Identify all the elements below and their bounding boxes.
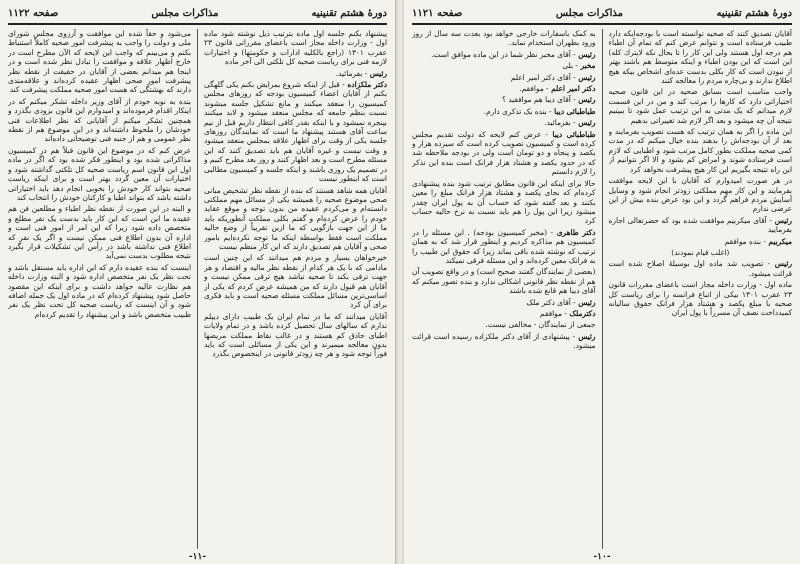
paragraph-text: - آقای مخبر نظر شما در این ماده موافق است. xyxy=(431,49,576,59)
paragraph-text: - موافقم xyxy=(539,308,567,318)
speaker-name: رئیس xyxy=(575,49,596,59)
paragraph-text: - قبل از اینکه شروع بمرایض بکنم یکی گلهگی بکنم از آقایان اعضاء کمیسیون بودجه که روزهای مجلس کمیسیون را منعقد میکنند و مانع تشکیل جلسه میشوند نسبت بنظم جامعه که مجلس منعقد میشود و لابد میکنند بپنجره نمیشود و با اینکه بقدر کافی انتظار داریم قبل از نیم ساعت آقای هستند پیشنهاد ما است که نمایندگان روزهای جلسه یکی از وقت برای اظهار علاقه بمجلس منعقد میشود و وقت نیست و غیره آقایان هم باید تصدیق کنند که این مسئله مطرح است و بعد اظهار کنند و روز بعد مطرح کنیم و در تصمیم یک روزی باشند و اینکه جلسه و کمیسیون مطالبی است که اینطور نیست xyxy=(204,80,387,184)
left-header-center: مذاکرات مجلس xyxy=(151,7,219,19)
paragraph-text: این ماده را اگر به همان ترتیب که هست تصویب بفرمایند و بعد از آن بودجه‌اش را بدهند بنده خیال میکنم که در مدت کمی صحیه مملکت بطور کامل مرتب شود و اطبایی که لازم است فرستاده شوند و امراض کم بشود و الا اگر نتوانیم از این راه نتیجه بگیریم این کار هیچ پیشرفت نخواهد کرد xyxy=(608,127,792,174)
speaker-name: مخبر xyxy=(577,61,596,71)
paragraph xyxy=(8,204,191,260)
paragraph-text: عرض کنم که در موضوع این قانون قبلاً هم در کمیسیون مذاکراتی شده بود و اینطور فکر شده بود که اگر در ماده اول این قانون اسم ریاست صحیه کل تلکتی گذاشته شود و اختیارات آن معین گردد بهتر است و برای اینکه ریاست صحیه بتواند کار خودش را بخوبی انجام دهد باید اختیاراتی داشته باشد که بتواند اطبا و کارکنان خودش را انتخاب کند xyxy=(8,145,191,202)
right-header-rule xyxy=(412,23,792,25)
paragraph-text: ماده اول - وزارت داخله مجاز است باعضای مقررات قانون ۲۳ عقرب ۱۳۰۱ بیکی از اتباع فرانسه را برای ریاست کل صحیه با مبلغ پکصد و هشتاد هزار فرانک حقوق سالیانه کمیدداخت نصف آن مسرراً با پول ایران xyxy=(608,280,792,318)
left-page xyxy=(0,0,396,564)
paragraph-text: به کمک باسفارات خارجی خواهد بود بعدت سه سال از روز ورود بطهران استخدام نماید. xyxy=(412,29,596,48)
right-page-col-right xyxy=(609,29,793,549)
right-header-right: دورهٔ هشتم تقنینیه xyxy=(716,7,792,19)
paragraph-text: می‌شود و حقاً شده این موافقت و آرزوی مجلس شورای ملی و دولت را واجب به پیشرفت امور صحیه کاملاً استنباط بکنم و می‌بینم که واجب این لایحه که الآن مطرح است در خارج اظهار علاقه و موافقت را تبادل نظر شده است و در اینجا هم میدانم بعضی از آقایان در حقیقت از نقطه نظر پیشرفت امور صحی اظهار عقیده کرده‌اند و علاقه‌مندی دارند که بهشتگی که هست امور صحیه مملکت پیشرفت کند xyxy=(8,29,191,95)
speaker-name: رئیس xyxy=(770,259,792,269)
paragraph-text: در هر صورت امیدوارم که آقایان با این لایحه موافقت بفرمایند و این کار مهم مملکتی زودتر انجام شود و وسایل آسایش مردم فراهم گردد و این بود عرض بنده بیش از این عرضی ندارم xyxy=(608,176,792,214)
paragraph-text: - بنده یک تذکری دارم. xyxy=(483,106,552,116)
left-page-number: -۱۱- xyxy=(188,552,207,562)
book-gutter xyxy=(396,0,404,564)
left-page-col-right xyxy=(204,29,387,549)
paragraph-text: - موافقم. xyxy=(519,84,549,94)
paragraph xyxy=(204,29,387,67)
paragraph-text: - بلی xyxy=(562,61,578,71)
paragraph xyxy=(609,127,793,174)
paragraph xyxy=(412,267,596,295)
paragraph-text: آقایان میدانند که ما در تمام ایران یک طبیب دارای دیپلم ندارم که سالهای سال تحصیل کرده باشد و در تمام ولایات اطبای حاذق کم هستند و در غالب نقاط مملکت مریضها بدون معالجه میمیرند و این یکی از مسائلی است که باید فوراً توجه شود و هر چه زودتر قانونی در اینخصوص بگذرد xyxy=(204,311,387,359)
paragraph-text: - آقای دکتر ملک xyxy=(526,297,576,307)
paragraph xyxy=(609,248,793,257)
left-page-col-left xyxy=(8,29,191,549)
paragraph xyxy=(609,29,793,85)
paragraph-text: - پیشنهادی از آقای دکتر ملکزاده رسیده است قرائت میشود. xyxy=(412,331,596,351)
paragraph-text: - آقای میکربیم موافقت شده بود که حضرتعالی اجازه بفرمایید xyxy=(608,215,792,235)
paragraph xyxy=(8,29,191,95)
left-page-header xyxy=(8,6,387,20)
paragraph xyxy=(412,107,596,116)
paragraph xyxy=(609,216,793,235)
paragraph xyxy=(412,29,596,48)
paragraph xyxy=(412,130,596,177)
speaker-name: رئیس xyxy=(367,68,387,78)
speaker-name: طباطبائی دیبا xyxy=(551,106,596,116)
paragraph-text: آقایان تصدیق کنند که صحیه توانسته است با بودجه‌ایکه دارد طبیب فرستاده است و نتوانم عرض کنم که تمام آن اطباء هم درجه اول هستند ولی این کار را تا بحال نکه لاپترك کله) این است که این بودن اطباء و اینکه متوسط هم باشند بهتر از نبودن است که کار بکلی بدست عده‌ای اشخاص بیکه هیچ اطلاع ندارند و بی‌چاره مردم را معالجه کنند xyxy=(608,29,792,86)
paragraph-text: (بعضی از نمایندگان گفتند صحیح است) و در واقع تصویب آن هم از نقطه نظر قانونی اشکالی ندارد و بنده تصور میکنم که آقای دیبا هم قانع شده باشند xyxy=(412,267,596,296)
paragraph xyxy=(412,50,596,59)
speaker-name: رئیس xyxy=(771,215,792,225)
speaker-name: دکترملک xyxy=(566,308,596,318)
paragraph xyxy=(412,309,596,318)
paragraph-text: حالا برای اینکه این قانون مطابق ترتیب شود بنده پیشنهادی کرده‌ام که بجای پکصد و هشتاد هزار فرانک مبلغ را معین بکنند و بعد گفته شود که حساب آن به پول ایران چقدر میشود زیرا این پول را هم باید نسبت به نرخ حالیه حساب کرد xyxy=(412,178,596,226)
paragraph xyxy=(204,80,387,183)
paragraph xyxy=(609,259,793,278)
speaker-name: دکتر طاهری xyxy=(552,227,596,237)
paragraph-text: اینست که بنده عقیده دارم که این اداره باید مستقل باشد و تحت نظر یک نفر متخصص اداره شود و البته وزارت داخله هم نظارت عالیه خواهد داشت و برای اینکه این مقصود حاصل شود پیشنهاد کرده‌ام که در ماده اول یک جمله اضافه شود و آن اینست که ریاست صحیه کل تحت نظر یک نفر طبیب متخصص باشد و این پیشنهاد را تقدیم کرده‌ام xyxy=(8,262,191,319)
paragraph-text: خیرخواهان بسیار و مردم هم میدانند که این چنین است مادامی که با یک هر کدام از نقطه نظر مالیه و اقتصاد و هر جهت ترقی بکند تا صحیه نباشد هیچ ترقی ممکن نیست و آقایان هم قبول دارند که من همیشه عرض کردم که یکی از اساسی‌ترین مسائل مملکت مسئله صحیه است و باید فکری برای آن کرد xyxy=(204,253,387,310)
paragraph-text: پیشنهاد بکنم جلسه اول ماده بترتیب ذیل نوشته شود ماده اول - وزارت داخله مجاز است باعضای مقرراتی قانون ۲۳ عقرب ۱۳۰۱ (راجع بالکلیه ادارات و حکومتها) و اختیارات لازمه فنی برای ریاست صحیه کل تلکتی الی آخر ماده xyxy=(204,29,387,67)
paragraph xyxy=(412,298,596,307)
speaker-name: رئیس xyxy=(575,95,596,105)
paragraph-text: جمعی از نمایندگان - مخالفی نیست. xyxy=(485,320,596,330)
speaker-name: میکربیم xyxy=(765,236,792,246)
paragraph-text: و البته در این صورت از نقطه نظر اطباء و مطلعین فن هم عقیده ما این است که این کار باید بدست یک نفر مطلع و متخصص داده شود زیرا که این امر از امور فنی است و اداره آن بدون اطلاع فنی ممکن نیست و اگر یک نفر که اطلاع فنی نداشته باشد در رأس این تشکیلات قرار بگیرد نتیجه مطلوب بدست نمی‌آید xyxy=(8,204,191,261)
paragraph-text: - آقای دیبا هم موافقید ؟ xyxy=(501,95,576,105)
left-page-columns xyxy=(8,29,387,549)
right-header-center: مذاکرات مجلس xyxy=(555,7,624,19)
speaker-name: طباطبائی دیبا xyxy=(547,129,596,139)
paragraph-text: - تصویب شد ماده اول بوسیلهٔ اصلاح شده است قرائت میشود. xyxy=(608,259,792,278)
paragraph xyxy=(204,253,387,309)
paragraph xyxy=(8,97,191,144)
paragraph xyxy=(8,146,191,202)
paragraph xyxy=(412,84,596,93)
paragraph xyxy=(412,95,596,104)
paragraph-text: آقایان همه شاهد هستند که بنده از نقطه نظر تشخیص مبانی صحی موضوع صحیه را همیشه یکی از مسائل مهم مملکتی دانسته‌ام و می‌کردم عقیده من بدون توجه و موقع عقاید خودم را عرض کرده‌ام و گفتم بکلی مملکت آنطوریکه باید ما از این جهت بازگویی که ما ازین تقریباً از وضع حالیه مملکت است فقط بواسطه اینکه ما توجه نکرده‌ایم بامور صحی و آقایان هم تصدیق دارند که این کار منظم نیست xyxy=(204,185,387,251)
speaker-name: رئیس xyxy=(575,297,596,307)
right-page-number: -۱۰- xyxy=(593,552,611,562)
right-page-col-left xyxy=(412,29,596,549)
paragraph xyxy=(609,87,793,125)
paragraph xyxy=(412,228,596,266)
right-page-columns xyxy=(412,29,792,549)
paragraph-text: (اغلب قیام نمودند) xyxy=(671,247,730,257)
paragraph xyxy=(412,320,596,329)
left-header-left: صفحه ۱۱۲۲ xyxy=(8,7,59,19)
paragraph xyxy=(204,69,387,78)
paragraph-text: - بنده موافقم xyxy=(724,236,766,246)
paragraph xyxy=(609,176,793,214)
paragraph-text: بنده به نوبه خودم از آقای وزیر داخله تشکر میکنم که در اینکار اقدام فرموده‌اند و امیدوارم این قانون بزودی بگذرد و همچنین تشکر میکنم از آقایانی که نظر اطلاعات فنی خودشان را ملحوظ داشته‌اند و در این موضوع هم از نقطه نظر عمومی و هم از جنبه فنی توضیحاتی داده‌اند xyxy=(8,96,191,144)
paragraph xyxy=(609,280,793,318)
paragraph xyxy=(204,186,387,252)
speaker-name: رئیس xyxy=(575,331,596,341)
paragraph-text: - بفرمائید. xyxy=(544,118,576,128)
paragraph-text: واجب مناسب است بسابق صحیه در این قانون صحیه اختیاراتی دارد که کارها را مرتب کند و من در این قسمت لازم میدانم که یک مدتی به این ترتیب عمل شود تا ببینیم نتیجه آن چه میشود و بعد اگر لازم شد تغییراتی بدهیم xyxy=(608,87,792,125)
paragraph xyxy=(8,263,191,319)
right-page-column-divider xyxy=(602,29,603,549)
paragraph xyxy=(412,73,596,82)
paragraph-text: - عرض کنم لایحه که دولت تقدیم مجلس کرده است و کمیسیون تصویب کرده است که سیزده هزار و یکصد و پنجاه و دو تومان است ولی در بودجه ملاحظه شد که در حدود یکصد و هشتاد هزار فرانک است بنده این تذکر را لازم دانستم xyxy=(412,129,596,177)
paragraph-text: - آقای دکتر امیر اعلم xyxy=(510,72,576,82)
speaker-name: دکتر امیر اعلم xyxy=(548,84,596,94)
right-header-left: صفحه ۱۱۲۱ xyxy=(412,7,463,19)
paragraph-text: - بفرمائید. xyxy=(335,68,368,78)
left-page-column-divider xyxy=(197,29,198,549)
right-page xyxy=(404,0,800,564)
speaker-name: رئیس xyxy=(575,72,596,82)
speaker-name: رئیس xyxy=(575,118,596,128)
speaker-name: دکتر ملکزاده xyxy=(344,80,387,90)
right-page-header xyxy=(412,6,792,20)
paragraph xyxy=(412,332,596,351)
paragraph-text: - (مخبر کمیسیون بودجه) . این مسئله را در کمیسیون هم مذاکره کردیم و اینطور قرار شد که به همان ترتیب که نوشته شده باقی بماند زیرا که حقوق این طبیب را به فرانک معین کرده‌اند و این مسئله فرقی نمیکند xyxy=(412,227,596,265)
left-header-right: دورهٔ هشتم تقنینیه xyxy=(311,7,387,19)
left-header-rule xyxy=(8,23,387,25)
paragraph xyxy=(609,237,793,246)
paragraph xyxy=(412,61,596,70)
paragraph xyxy=(204,312,387,359)
paragraph xyxy=(412,179,596,226)
paragraph xyxy=(412,118,596,127)
